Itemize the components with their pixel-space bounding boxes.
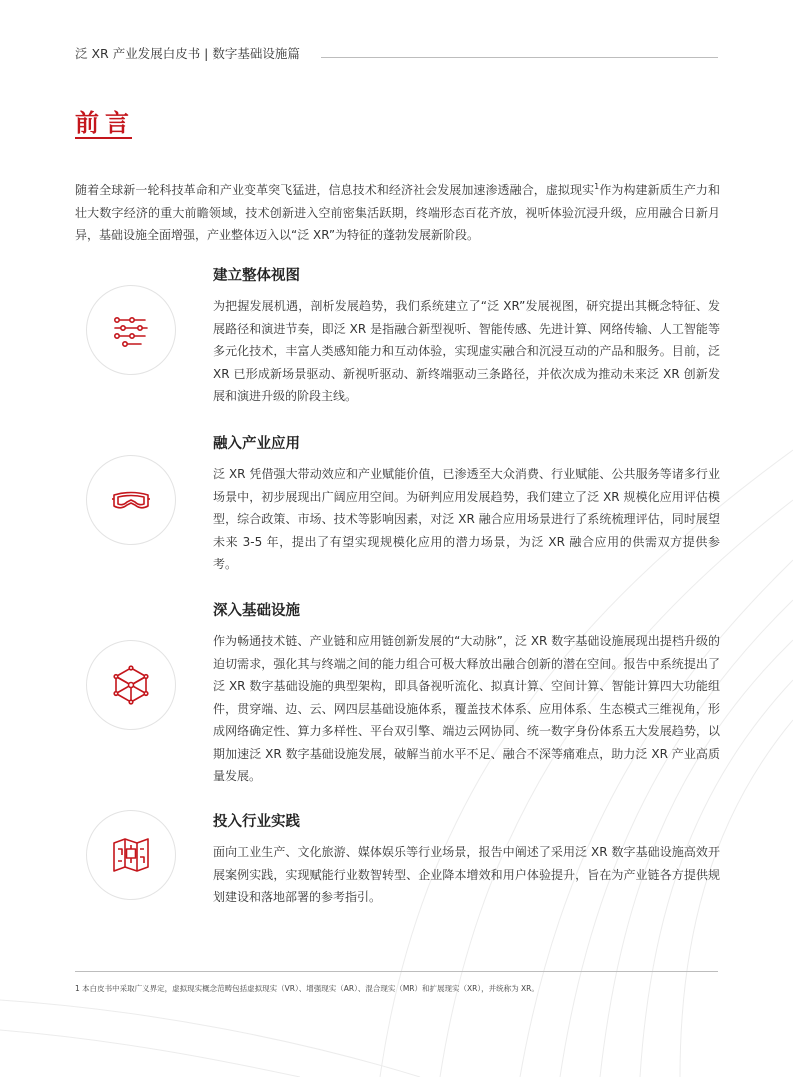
title-underline xyxy=(75,137,132,139)
section-body: 泛 XR 凭借强大带动效应和产业赋能价值，已渗透至大众消费、行业赋能、公共服务等诸多行业场景中，初步展现出广阔应用空间。为研判应用发展趋势，我们建立了泛 XR 规模化应用评估模型，综合政策、市场、技术等影响因素，对泛 XR 融合应用场景进行了系统梳理评估，同时展望未来 3-5 年，提出了有望实现规模化应用的潜力场景，为泛 XR 融合应用的供需双方提供参考。 xyxy=(213,467,720,571)
running-header: 泛 XR 产业发展白皮书 | 数字基础设施篇 xyxy=(75,46,300,61)
intro-text-1: 随着全球新一轮科技革命和产业变革突飞猛进，信息技术和经济社会发展加速渗透融合，虚拟现实 xyxy=(75,183,595,197)
circuit-icon xyxy=(86,285,176,375)
section-industry-application xyxy=(213,432,720,576)
page-title: 前言 xyxy=(75,109,135,137)
vr-headset-icon xyxy=(86,455,176,545)
section-title: 融入产业应用 xyxy=(213,436,300,452)
section-title: 深入基础设施 xyxy=(213,603,300,619)
footnote: 1 本白皮书中采取广义界定，虚拟现实概念范畴包括虚拟现实（VR）、增强现实（AR）、混合现实（MR）和扩展现实（XR），并统称为 XR。 xyxy=(75,984,539,993)
map-chip-icon xyxy=(86,810,176,900)
footnote-ref[interactable]: 1 xyxy=(594,182,600,191)
header-rule xyxy=(321,57,718,58)
section-body: 作为畅通技术链、产业链和应用链创新发展的“大动脉”，泛 XR 数字基础设施展现出提档升级的迫切需求，强化其与终端之间的能力组合可极大释放出融合创新的潜在空间。报告中系统提出了泛 XR 数字基础设施的典型架构，即具备视听流化、拟真计算、空间计算、智能计算四大功能组件，贯穿端、边、云、网四层基础设施体系，覆盖技术体系、应用体系、生态模式三维视角，形成网络确定性、算力多样性、平台双引擎、端边云网协同、统一数字身份体系五大发展趋势，以期加速泛 XR 数字基础设施发展，破解当前水平不足、融合不深等痛难点，助力泛 XR 产业高质量发展。 xyxy=(213,634,720,783)
intro-paragraph xyxy=(75,179,720,247)
section-title: 建立整体视图 xyxy=(213,268,300,284)
footnote-rule xyxy=(75,971,718,972)
section-title: 投入行业实践 xyxy=(213,814,300,830)
section-infrastructure xyxy=(213,599,720,788)
cube-network-icon xyxy=(86,640,176,730)
section-overall-view xyxy=(213,264,720,408)
intro-text-2: 作为构建新质生产力和壮大数字经济的重大前瞻领域，技术创新进入空前密集活跃期，终端形态百花齐放，视听体验沉浸升级，应用融合日新月异，基础设施全面增强，产业整体迈入以“泛 XR”为特征的蓬勃发展新阶段。 xyxy=(75,183,720,242)
section-body: 面向工业生产、文化旅游、媒体娱乐等行业场景，报告中阐述了采用泛 XR 数字基础设施高效开展案例实践，实现赋能行业数智转型、企业降本增效和用户体验提升，旨在为产业链各方提供规划建设和落地部署的参考指引。 xyxy=(213,845,720,904)
section-body: 为把握发展机遇，剖析发展趋势，我们系统建立了“泛 XR”发展视图，研究提出其概念特征、发展路径和演进节奏，即泛 XR 是指融合新型视听、智能传感、先进计算、网络传输、人工智能等多元化技术，丰富人类感知能力和互动体验，实现虚实融合和沉浸互动的产品和服务。目前，泛 XR 已形成新场景驱动、新视听驱动、新终端驱动三条路径，并依次成为推动未来泛 XR 创新发展和演进升级的阶段主线。 xyxy=(213,299,720,403)
section-industry-practice xyxy=(213,810,720,909)
